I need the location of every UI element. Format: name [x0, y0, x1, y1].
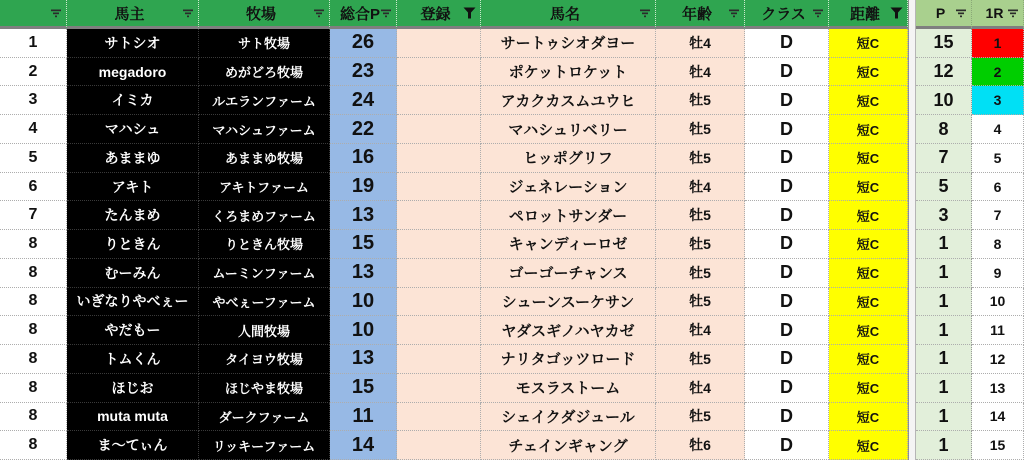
reg-cell[interactable]	[397, 115, 481, 144]
class-cell[interactable]: D	[745, 144, 829, 173]
column-header-label: 距離	[849, 5, 880, 23]
farm-cell[interactable]: ダークファーム	[199, 403, 330, 432]
reg-cell[interactable]	[397, 259, 481, 288]
farm-cell[interactable]: タイヨウ牧場	[199, 345, 330, 374]
rank-cell[interactable]: 8	[0, 403, 67, 432]
column-header-total[interactable]	[330, 0, 397, 29]
p-cell[interactable]: 5	[916, 173, 972, 202]
filter-funnel-icon[interactable]	[463, 7, 476, 19]
rank-cell[interactable]: 8	[0, 316, 67, 345]
dist-cell[interactable]: 短C	[829, 201, 908, 230]
farm-cell[interactable]: マハシュファーム	[199, 115, 330, 144]
r1-cell[interactable]: 2	[972, 58, 1024, 87]
farm-cell[interactable]: 人間牧場	[199, 316, 330, 345]
reg-cell[interactable]	[397, 288, 481, 317]
farm-cell[interactable]: くろまめファーム	[199, 201, 330, 230]
total-cell[interactable]: 24	[330, 86, 397, 115]
p-cell[interactable]: 1	[916, 316, 972, 345]
age-cell[interactable]: 牡5	[656, 403, 745, 432]
farm-cell[interactable]: ムーミンファーム	[199, 259, 330, 288]
pane-divider	[908, 0, 916, 460]
column-header-label: 年齢	[681, 5, 712, 23]
owner-cell[interactable]: いぎなりやべぇー	[67, 288, 199, 317]
age-cell[interactable]: 牡5	[656, 288, 745, 317]
column-header-class[interactable]	[745, 0, 829, 29]
class-cell[interactable]: D	[745, 230, 829, 259]
horse-cell[interactable]: サートゥシオダヨー	[481, 29, 656, 58]
owner-cell[interactable]: りときん	[67, 230, 199, 259]
reg-cell[interactable]	[397, 403, 481, 432]
dist-cell[interactable]: 短C	[829, 431, 908, 460]
owner-cell[interactable]: あままゆ	[67, 144, 199, 173]
rank-cell[interactable]: 8	[0, 374, 67, 403]
owner-cell[interactable]: やだもー	[67, 316, 199, 345]
column-header-owner[interactable]	[67, 0, 199, 29]
rank-cell[interactable]: 8	[0, 431, 67, 460]
owner-cell[interactable]: イミカ	[67, 86, 199, 115]
horse-cell[interactable]: マハシュリベリー	[481, 115, 656, 144]
owner-cell[interactable]: ほじお	[67, 374, 199, 403]
owner-cell[interactable]: トムくん	[67, 345, 199, 374]
reg-cell[interactable]	[397, 316, 481, 345]
class-cell[interactable]: D	[745, 345, 829, 374]
total-cell[interactable]: 15	[330, 230, 397, 259]
horse-cell[interactable]: ヒッポグリフ	[481, 144, 656, 173]
rank-cell[interactable]: 8	[0, 259, 67, 288]
r1-cell[interactable]: 7	[972, 201, 1024, 230]
reg-cell[interactable]	[397, 58, 481, 87]
dist-cell[interactable]: 短C	[829, 58, 908, 87]
horse-cell[interactable]: ジェネレーション	[481, 173, 656, 202]
class-cell[interactable]: D	[745, 58, 829, 87]
dist-cell[interactable]: 短C	[829, 115, 908, 144]
rank-cell[interactable]: 6	[0, 173, 67, 202]
owner-cell[interactable]: たんまめ	[67, 201, 199, 230]
age-cell[interactable]: 牡6	[656, 431, 745, 460]
total-cell[interactable]: 22	[330, 115, 397, 144]
column-header-r1[interactable]	[972, 0, 1024, 29]
r1-cell[interactable]: 5	[972, 144, 1024, 173]
p-cell[interactable]: 1	[916, 345, 972, 374]
class-cell[interactable]: D	[745, 115, 829, 144]
dist-cell[interactable]: 短C	[829, 144, 908, 173]
column-header-label: 登録	[420, 5, 451, 23]
r1-cell[interactable]: 10	[972, 288, 1024, 317]
age-cell[interactable]: 牡5	[656, 230, 745, 259]
rank-cell[interactable]: 8	[0, 288, 67, 317]
p-cell[interactable]: 1	[916, 403, 972, 432]
horse-cell[interactable]: ゴーゴーチャンス	[481, 259, 656, 288]
age-cell[interactable]: 牡5	[656, 345, 745, 374]
owner-cell[interactable]: ま〜てぃん	[67, 431, 199, 460]
total-cell[interactable]: 13	[330, 201, 397, 230]
dist-cell[interactable]: 短C	[829, 403, 908, 432]
total-cell[interactable]: 14	[330, 431, 397, 460]
column-header-label: 総合P	[339, 5, 380, 23]
r1-cell[interactable]: 12	[972, 345, 1024, 374]
horse-cell[interactable]: ペロットサンダー	[481, 201, 656, 230]
filter-dropdown-icon[interactable]	[955, 9, 967, 18]
horse-cell[interactable]: モスラストーム	[481, 374, 656, 403]
class-cell[interactable]: D	[745, 403, 829, 432]
total-cell[interactable]: 15	[330, 374, 397, 403]
p-cell[interactable]: 10	[916, 86, 972, 115]
filter-dropdown-icon[interactable]	[50, 9, 62, 18]
farm-cell[interactable]: あままゆ牧場	[199, 144, 330, 173]
p-cell[interactable]: 1	[916, 374, 972, 403]
horse-cell[interactable]: アカクカスムユウヒ	[481, 86, 656, 115]
p-cell[interactable]: 15	[916, 29, 972, 58]
class-cell[interactable]: D	[745, 374, 829, 403]
filter-dropdown-icon[interactable]	[182, 9, 194, 18]
column-header-label: P	[935, 5, 946, 21]
dist-cell[interactable]: 短C	[829, 374, 908, 403]
farm-cell[interactable]: ルエランファーム	[199, 86, 330, 115]
rank-cell[interactable]: 8	[0, 230, 67, 259]
rank-cell[interactable]: 3	[0, 86, 67, 115]
filter-dropdown-icon[interactable]	[313, 9, 325, 18]
reg-cell[interactable]	[397, 230, 481, 259]
farm-cell[interactable]: ほじやま牧場	[199, 374, 330, 403]
dist-cell[interactable]: 短C	[829, 288, 908, 317]
horse-cell[interactable]: キャンディーロゼ	[481, 230, 656, 259]
class-cell[interactable]: D	[745, 431, 829, 460]
column-header-p[interactable]	[916, 0, 972, 29]
filter-dropdown-icon[interactable]	[812, 9, 824, 18]
filter-dropdown-icon[interactable]	[728, 9, 740, 18]
class-cell[interactable]: D	[745, 201, 829, 230]
total-cell[interactable]: 11	[330, 403, 397, 432]
r1-cell[interactable]: 4	[972, 115, 1024, 144]
r1-cell[interactable]: 6	[972, 173, 1024, 202]
p-cell[interactable]: 1	[916, 259, 972, 288]
farm-cell[interactable]: りときん牧場	[199, 230, 330, 259]
total-cell[interactable]: 13	[330, 259, 397, 288]
horse-cell[interactable]: ヤダスギノハヤカゼ	[481, 316, 656, 345]
age-cell[interactable]: 牡5	[656, 201, 745, 230]
reg-cell[interactable]	[397, 29, 481, 58]
reg-cell[interactable]	[397, 86, 481, 115]
column-header-rank[interactable]	[0, 0, 67, 29]
dist-cell[interactable]: 短C	[829, 29, 908, 58]
farm-cell[interactable]: リッキーファーム	[199, 431, 330, 460]
age-cell[interactable]: 牡4	[656, 316, 745, 345]
r1-cell[interactable]: 9	[972, 259, 1024, 288]
farm-cell[interactable]: めがどろ牧場	[199, 58, 330, 87]
dist-cell[interactable]: 短C	[829, 230, 908, 259]
class-cell[interactable]: D	[745, 288, 829, 317]
dist-cell[interactable]: 短C	[829, 173, 908, 202]
age-cell[interactable]: 牡5	[656, 144, 745, 173]
r1-cell[interactable]: 3	[972, 86, 1024, 115]
r1-cell[interactable]: 14	[972, 403, 1024, 432]
horse-cell[interactable]: ナリタゴッツロード	[481, 345, 656, 374]
filter-dropdown-icon[interactable]	[380, 9, 392, 18]
age-cell[interactable]: 牡4	[656, 58, 745, 87]
dist-cell[interactable]: 短C	[829, 259, 908, 288]
p-cell[interactable]: 8	[916, 115, 972, 144]
reg-cell[interactable]	[397, 201, 481, 230]
total-cell[interactable]: 19	[330, 173, 397, 202]
total-cell[interactable]: 16	[330, 144, 397, 173]
reg-cell[interactable]	[397, 374, 481, 403]
age-cell[interactable]: 牡4	[656, 173, 745, 202]
dist-cell[interactable]: 短C	[829, 316, 908, 345]
p-cell[interactable]: 7	[916, 144, 972, 173]
total-cell[interactable]: 23	[330, 58, 397, 87]
r1-cell[interactable]: 11	[972, 316, 1024, 345]
owner-cell[interactable]: サトシオ	[67, 29, 199, 58]
column-header-label: 馬主	[114, 5, 145, 23]
age-cell[interactable]: 牡5	[656, 259, 745, 288]
class-cell[interactable]: D	[745, 29, 829, 58]
rank-cell[interactable]: 5	[0, 144, 67, 173]
horse-cell[interactable]: シェイクダジュール	[481, 403, 656, 432]
reg-cell[interactable]	[397, 144, 481, 173]
filter-dropdown-icon[interactable]	[1007, 9, 1019, 18]
rank-cell[interactable]: 2	[0, 58, 67, 87]
owner-cell[interactable]: むーみん	[67, 259, 199, 288]
class-cell[interactable]: D	[745, 259, 829, 288]
farm-cell[interactable]: やべぇーファーム	[199, 288, 330, 317]
owner-cell[interactable]: マハシュ	[67, 115, 199, 144]
column-header-age[interactable]	[656, 0, 745, 29]
rank-cell[interactable]: 4	[0, 115, 67, 144]
r1-cell[interactable]: 13	[972, 374, 1024, 403]
column-header-label: 1R	[985, 5, 1004, 21]
column-header-label: クラス	[761, 5, 806, 23]
column-header-label: 馬名	[549, 5, 580, 23]
rank-cell[interactable]: 7	[0, 201, 67, 230]
column-header-farm[interactable]	[199, 0, 330, 29]
owner-cell[interactable]: muta muta	[67, 403, 199, 432]
p-cell[interactable]: 1	[916, 230, 972, 259]
total-cell[interactable]: 13	[330, 345, 397, 374]
filter-dropdown-icon[interactable]	[639, 9, 651, 18]
owner-cell[interactable]: アキト	[67, 173, 199, 202]
column-header-horse[interactable]	[481, 0, 656, 29]
age-cell[interactable]: 牡4	[656, 29, 745, 58]
column-header-label: 牧場	[245, 5, 276, 23]
rank-cell[interactable]: 8	[0, 345, 67, 374]
farm-cell[interactable]: アキトファーム	[199, 173, 330, 202]
p-cell[interactable]: 1	[916, 431, 972, 460]
column-header-dist[interactable]	[829, 0, 908, 29]
dist-cell[interactable]: 短C	[829, 345, 908, 374]
p-cell[interactable]: 12	[916, 58, 972, 87]
total-cell[interactable]: 26	[330, 29, 397, 58]
reg-cell[interactable]	[397, 173, 481, 202]
reg-cell[interactable]	[397, 431, 481, 460]
r1-cell[interactable]: 8	[972, 230, 1024, 259]
p-cell[interactable]: 3	[916, 201, 972, 230]
reg-cell[interactable]	[397, 345, 481, 374]
dist-cell[interactable]: 短C	[829, 86, 908, 115]
farm-cell[interactable]: サト牧場	[199, 29, 330, 58]
horse-cell[interactable]: ポケットロケット	[481, 58, 656, 87]
horse-cell[interactable]: チェインギャング	[481, 431, 656, 460]
age-cell[interactable]: 牡5	[656, 115, 745, 144]
rank-cell[interactable]: 1	[0, 29, 67, 58]
horse-cell[interactable]: シューンスーケサン	[481, 288, 656, 317]
total-cell[interactable]: 10	[330, 316, 397, 345]
class-cell[interactable]: D	[745, 173, 829, 202]
class-cell[interactable]: D	[745, 86, 829, 115]
total-cell[interactable]: 10	[330, 288, 397, 317]
p-cell[interactable]: 1	[916, 288, 972, 317]
filter-funnel-icon[interactable]	[890, 7, 903, 19]
class-cell[interactable]: D	[745, 316, 829, 345]
owner-cell[interactable]: megadoro	[67, 58, 199, 87]
age-cell[interactable]: 牡5	[656, 86, 745, 115]
r1-cell[interactable]: 15	[972, 431, 1024, 460]
age-cell[interactable]: 牡4	[656, 374, 745, 403]
r1-cell[interactable]: 1	[972, 29, 1024, 58]
column-header-reg[interactable]	[397, 0, 481, 29]
